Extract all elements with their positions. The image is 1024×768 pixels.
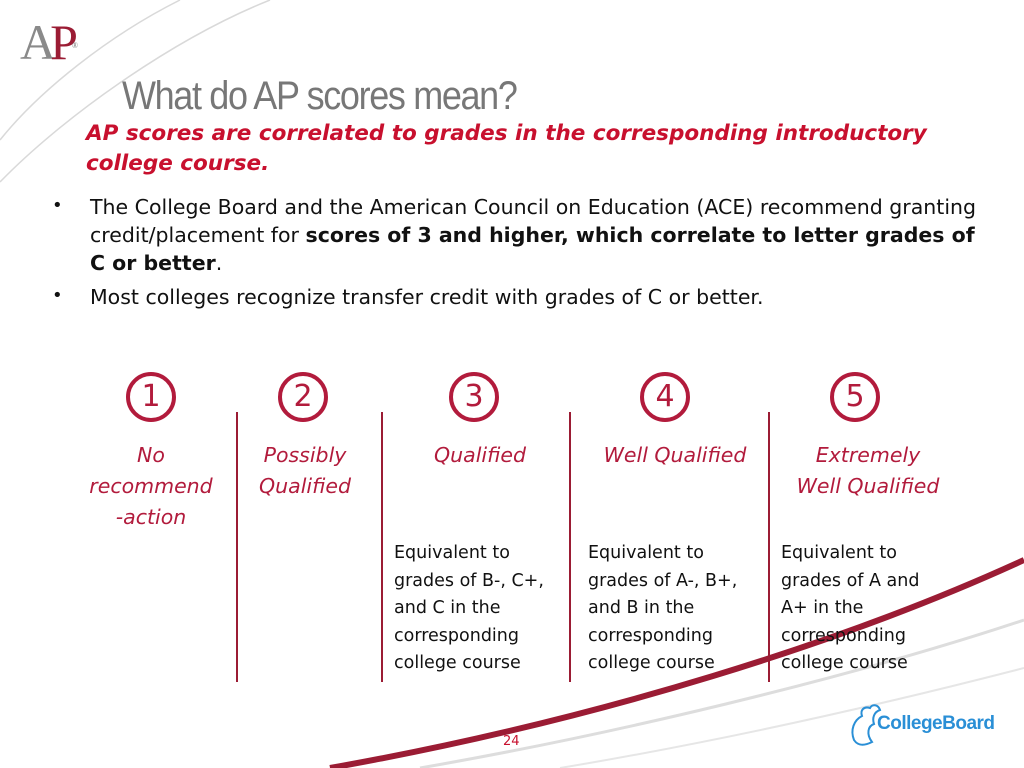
collegeboard-logo: CollegeBoard xyxy=(877,713,995,734)
score-label-3 xyxy=(395,440,565,471)
score-desc-4 xyxy=(588,540,737,678)
score-label-4 xyxy=(580,440,770,471)
column-divider xyxy=(569,412,571,682)
score-desc-line: Equivalent to xyxy=(394,543,510,563)
score-label-line: Possibly xyxy=(263,443,347,467)
score-desc-line: A+ in the xyxy=(781,598,864,618)
score-desc-line: college course xyxy=(781,653,908,673)
score-desc-3 xyxy=(394,540,544,678)
bullet-text: The College Board and the American Council on Education (ACE) recommend granting credit/placement for xyxy=(90,195,977,247)
bullet-dot-icon: • xyxy=(52,285,63,306)
bullet-text: Most colleges recognize transfer credit with grades of C or better. xyxy=(90,285,764,309)
ap-logo-registered: ® xyxy=(71,41,78,50)
bullet-dot-icon: • xyxy=(52,195,63,216)
bullet-list xyxy=(52,193,982,317)
score-desc-line: grades of A and xyxy=(781,570,920,591)
score-desc-line: Equivalent to xyxy=(781,543,897,563)
score-desc-line: and C in the xyxy=(394,598,501,618)
score-label-line: Qualified xyxy=(434,443,526,467)
score-desc-5 xyxy=(781,540,919,678)
bullet-item xyxy=(52,283,982,311)
score-label-1 xyxy=(76,440,226,533)
page-number: 24 xyxy=(503,734,520,749)
column-divider xyxy=(381,412,383,682)
score-desc-line: Equivalent to xyxy=(588,543,704,563)
score-label-line: Well Qualified xyxy=(603,443,747,467)
score-label-line: Qualified xyxy=(259,474,351,498)
score-desc-line: corresponding xyxy=(394,625,519,646)
score-desc-line: and B in the xyxy=(588,598,695,618)
bullet-bold-text: scores of 3 and higher, which correlate to letter grades of C or better xyxy=(90,223,975,275)
bullet-text-end: . xyxy=(215,251,223,275)
score-label-line: -action xyxy=(115,505,187,529)
score-circle-3: 3 xyxy=(449,372,499,422)
score-label-line: No xyxy=(137,443,165,467)
ap-logo-a: A xyxy=(20,14,51,70)
column-divider xyxy=(236,412,238,682)
score-desc-line: grades of A-, B+, xyxy=(588,570,738,591)
score-desc-line: corresponding xyxy=(588,625,713,646)
ap-logo xyxy=(20,14,78,70)
score-desc-line: grades of B-, C+, xyxy=(394,570,544,591)
ap-logo-p: P xyxy=(50,14,72,70)
score-label-line: Extremely xyxy=(815,443,921,467)
score-label-5 xyxy=(770,440,966,502)
score-desc-line: corresponding xyxy=(781,625,906,646)
score-label-line: Well Qualified xyxy=(796,474,940,498)
score-label-line: recommend xyxy=(89,474,213,498)
score-circle-2: 2 xyxy=(278,372,328,422)
score-desc-line: college course xyxy=(588,653,715,673)
score-desc-line: college course xyxy=(394,653,521,673)
bullet-item xyxy=(52,193,982,277)
page-title: What do AP scores mean? xyxy=(122,74,517,118)
score-circle-5: 5 xyxy=(830,372,880,422)
score-circle-4: 4 xyxy=(640,372,690,422)
subtitle: AP scores are correlated to grades in the corresponding introductory college course. xyxy=(86,121,927,176)
score-label-2 xyxy=(240,440,370,502)
score-circle-1: 1 xyxy=(126,372,176,422)
